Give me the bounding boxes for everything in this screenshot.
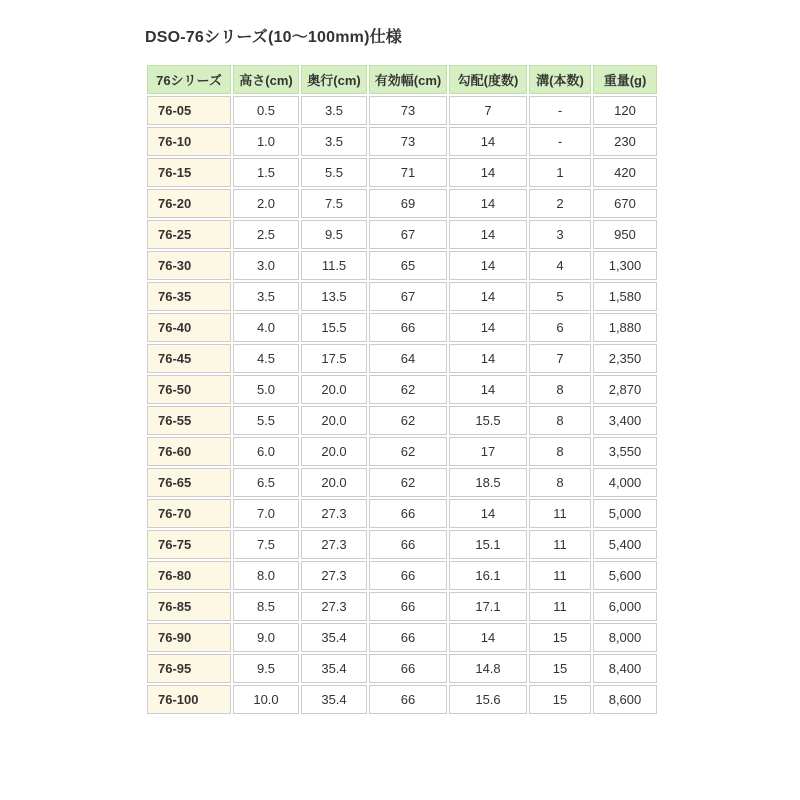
table-cell: 14.8 (449, 654, 527, 683)
table-cell: 20.0 (301, 437, 367, 466)
column-header: 有効幅(cm) (369, 65, 447, 94)
table-row (147, 468, 657, 497)
row-label: 76-15 (147, 158, 231, 187)
table-cell: 14 (449, 623, 527, 652)
table-cell: 7 (449, 96, 527, 125)
row-label: 76-60 (147, 437, 231, 466)
table-cell: 66 (369, 592, 447, 621)
table-cell: 5,400 (593, 530, 657, 559)
table-cell: 6.0 (233, 437, 299, 466)
table-cell: 5.0 (233, 375, 299, 404)
table-cell: 69 (369, 189, 447, 218)
table-cell: 8 (529, 437, 591, 466)
column-header: 高さ(cm) (233, 65, 299, 94)
table-cell: 15.6 (449, 685, 527, 714)
table-cell: 67 (369, 282, 447, 311)
table-cell: 65 (369, 251, 447, 280)
table-cell: 67 (369, 220, 447, 249)
table-cell: 8,600 (593, 685, 657, 714)
table-cell: 66 (369, 654, 447, 683)
row-label: 76-20 (147, 189, 231, 218)
row-label: 76-25 (147, 220, 231, 249)
table-cell: 0.5 (233, 96, 299, 125)
table-cell: 15 (529, 654, 591, 683)
table-cell: 18.5 (449, 468, 527, 497)
table-cell: 66 (369, 499, 447, 528)
table-cell: 35.4 (301, 623, 367, 652)
header-row (147, 65, 657, 94)
table-cell: 5.5 (301, 158, 367, 187)
table-cell: 3.5 (301, 127, 367, 156)
table-cell: 14 (449, 375, 527, 404)
column-header: 勾配(度数) (449, 65, 527, 94)
table-cell: 1.0 (233, 127, 299, 156)
column-header: 重量(g) (593, 65, 657, 94)
table-row (147, 189, 657, 218)
table-cell: 5.5 (233, 406, 299, 435)
table-header (147, 65, 657, 94)
table-cell: 73 (369, 96, 447, 125)
table-cell: 16.1 (449, 561, 527, 590)
row-label: 76-50 (147, 375, 231, 404)
table-row (147, 561, 657, 590)
table-cell: 64 (369, 344, 447, 373)
table-cell: 62 (369, 468, 447, 497)
row-label: 76-100 (147, 685, 231, 714)
table-cell: 5,600 (593, 561, 657, 590)
table-cell: 14 (449, 189, 527, 218)
table-cell: 1.5 (233, 158, 299, 187)
row-label: 76-95 (147, 654, 231, 683)
table-cell: 62 (369, 375, 447, 404)
table-cell: 62 (369, 437, 447, 466)
row-label: 76-65 (147, 468, 231, 497)
column-header: 76シリーズ (147, 65, 231, 94)
table-cell: 5,000 (593, 499, 657, 528)
table-cell: 8 (529, 468, 591, 497)
row-label: 76-10 (147, 127, 231, 156)
table-cell: 14 (449, 220, 527, 249)
table-row (147, 127, 657, 156)
table-cell: - (529, 127, 591, 156)
table-cell: 62 (369, 406, 447, 435)
table-body (147, 96, 657, 714)
table-cell: 4 (529, 251, 591, 280)
table-cell: 27.3 (301, 530, 367, 559)
table-cell: 2,350 (593, 344, 657, 373)
table-cell: 17.5 (301, 344, 367, 373)
row-label: 76-45 (147, 344, 231, 373)
table-cell: 27.3 (301, 499, 367, 528)
table-cell: 35.4 (301, 654, 367, 683)
table-cell: 8.5 (233, 592, 299, 621)
table-cell: 4.0 (233, 313, 299, 342)
table-cell: 6,000 (593, 592, 657, 621)
table-cell: 8 (529, 375, 591, 404)
table-cell: 14 (449, 344, 527, 373)
table-row (147, 437, 657, 466)
table-cell: 73 (369, 127, 447, 156)
table-cell: 14 (449, 499, 527, 528)
table-cell: 3,550 (593, 437, 657, 466)
column-header: 奥行(cm) (301, 65, 367, 94)
table-cell: 15 (529, 623, 591, 652)
table-cell: 3.0 (233, 251, 299, 280)
table-cell: 670 (593, 189, 657, 218)
table-cell: 10.0 (233, 685, 299, 714)
table-cell: 7.0 (233, 499, 299, 528)
table-cell: 3.5 (233, 282, 299, 311)
table-cell: 6.5 (233, 468, 299, 497)
table-cell: 11 (529, 592, 591, 621)
table-cell: 15.5 (301, 313, 367, 342)
table-row (147, 530, 657, 559)
table-cell: 9.5 (301, 220, 367, 249)
table-cell: 66 (369, 561, 447, 590)
table-cell: 1,880 (593, 313, 657, 342)
table-cell: 15.5 (449, 406, 527, 435)
table-cell: 7.5 (301, 189, 367, 218)
table-cell: 71 (369, 158, 447, 187)
row-label: 76-85 (147, 592, 231, 621)
table-row (147, 344, 657, 373)
row-label: 76-05 (147, 96, 231, 125)
row-label: 76-55 (147, 406, 231, 435)
table-cell: 14 (449, 158, 527, 187)
row-label: 76-75 (147, 530, 231, 559)
table-row (147, 592, 657, 621)
spec-table (145, 63, 659, 716)
table-cell: 11.5 (301, 251, 367, 280)
table-cell: 66 (369, 313, 447, 342)
table-cell: 420 (593, 158, 657, 187)
table-row (147, 158, 657, 187)
table-cell: 27.3 (301, 592, 367, 621)
row-label: 76-80 (147, 561, 231, 590)
table-row (147, 375, 657, 404)
table-cell: 2 (529, 189, 591, 218)
table-cell: 20.0 (301, 375, 367, 404)
table-cell: 8.0 (233, 561, 299, 590)
table-cell: 11 (529, 499, 591, 528)
table-cell: 8 (529, 406, 591, 435)
table-cell: 230 (593, 127, 657, 156)
table-cell: 66 (369, 623, 447, 652)
table-cell: 14 (449, 127, 527, 156)
table-cell: 14 (449, 251, 527, 280)
table-cell: 15.1 (449, 530, 527, 559)
table-cell: 66 (369, 530, 447, 559)
table-cell: 9.5 (233, 654, 299, 683)
table-cell: 1,580 (593, 282, 657, 311)
table-row (147, 96, 657, 125)
table-row (147, 220, 657, 249)
table-cell: 8,000 (593, 623, 657, 652)
table-cell: 11 (529, 561, 591, 590)
row-label: 76-90 (147, 623, 231, 652)
table-cell: 3,400 (593, 406, 657, 435)
table-cell: 15 (529, 685, 591, 714)
table-cell: 1,300 (593, 251, 657, 280)
table-cell: 6 (529, 313, 591, 342)
table-cell: 17.1 (449, 592, 527, 621)
table-cell: - (529, 96, 591, 125)
table-cell: 20.0 (301, 468, 367, 497)
spec-section (145, 27, 685, 716)
table-cell: 14 (449, 313, 527, 342)
table-cell: 950 (593, 220, 657, 249)
table-cell: 35.4 (301, 685, 367, 714)
table-cell: 11 (529, 530, 591, 559)
table-row (147, 406, 657, 435)
table-cell: 20.0 (301, 406, 367, 435)
table-row (147, 282, 657, 311)
table-row (147, 654, 657, 683)
table-cell: 13.5 (301, 282, 367, 311)
page-title: DSO-76シリーズ(10～100mm)仕様 (145, 29, 402, 46)
table-cell: 7 (529, 344, 591, 373)
table-cell: 7.5 (233, 530, 299, 559)
table-row (147, 499, 657, 528)
table-cell: 5 (529, 282, 591, 311)
row-label: 76-35 (147, 282, 231, 311)
table-row (147, 685, 657, 714)
row-label: 76-40 (147, 313, 231, 342)
table-cell: 9.0 (233, 623, 299, 652)
table-cell: 1 (529, 158, 591, 187)
table-cell: 4,000 (593, 468, 657, 497)
table-cell: 14 (449, 282, 527, 311)
row-label: 76-30 (147, 251, 231, 280)
table-cell: 4.5 (233, 344, 299, 373)
table-cell: 17 (449, 437, 527, 466)
table-cell: 8,400 (593, 654, 657, 683)
table-cell: 120 (593, 96, 657, 125)
row-label: 76-70 (147, 499, 231, 528)
table-cell: 2.5 (233, 220, 299, 249)
table-cell: 27.3 (301, 561, 367, 590)
table-cell: 2,870 (593, 375, 657, 404)
table-row (147, 313, 657, 342)
table-row (147, 623, 657, 652)
column-header: 溝(本数) (529, 65, 591, 94)
table-cell: 3.5 (301, 96, 367, 125)
table-row (147, 251, 657, 280)
table-cell: 66 (369, 685, 447, 714)
table-cell: 3 (529, 220, 591, 249)
table-cell: 2.0 (233, 189, 299, 218)
